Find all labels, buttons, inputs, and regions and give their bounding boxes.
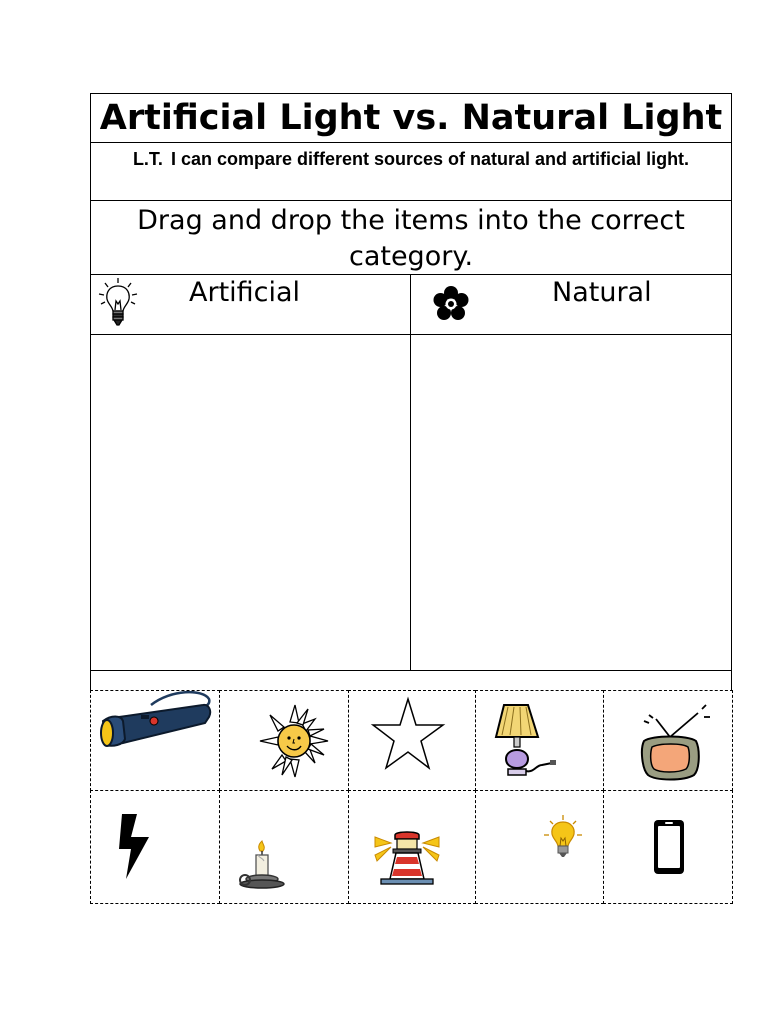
- flashlight-icon: [91, 691, 221, 792]
- item-cell-phone[interactable]: [603, 790, 733, 904]
- learning-target-label: L.T.: [132, 149, 163, 169]
- star-icon: [349, 691, 477, 792]
- flower-icon: [431, 284, 471, 324]
- item-candle[interactable]: [219, 790, 349, 904]
- worksheet: [90, 93, 732, 693]
- item-lamp[interactable]: [475, 690, 604, 791]
- drop-zone-natural[interactable]: [411, 335, 731, 670]
- item-star[interactable]: [348, 690, 476, 791]
- page-title: Artificial Light vs. Natural Light: [90, 93, 732, 143]
- item-bank: [90, 690, 733, 904]
- learning-target-text: I can compare different sources of natural and artificial light.: [170, 149, 690, 169]
- lighthouse-icon: [349, 791, 477, 905]
- lightning-icon: [91, 791, 221, 905]
- bulb-icon: [476, 791, 605, 905]
- category-artificial-label: Artificial: [189, 277, 301, 308]
- light-bulb-icon: [97, 277, 139, 329]
- drop-zone-artificial[interactable]: [91, 335, 411, 670]
- category-natural-label: Natural: [552, 277, 652, 308]
- item-sun[interactable]: [219, 690, 349, 791]
- category-artificial-header: [91, 275, 411, 334]
- item-lightning[interactable]: [90, 790, 220, 904]
- item-flashlight[interactable]: [90, 690, 220, 791]
- instructions: Drag and drop the items into the correct category.: [90, 201, 732, 275]
- learning-target: [90, 143, 732, 201]
- item-television[interactable]: [603, 690, 733, 791]
- phone-icon: [604, 791, 734, 905]
- candle-icon: [220, 791, 350, 905]
- item-light-bulb[interactable]: [475, 790, 604, 904]
- sun-icon: [220, 691, 350, 792]
- lamp-icon: [476, 691, 605, 792]
- tv-icon: [604, 691, 734, 792]
- category-natural-header: [411, 275, 731, 334]
- drop-zone-row: [90, 335, 732, 671]
- item-lighthouse[interactable]: [348, 790, 476, 904]
- category-header-row: [90, 275, 732, 335]
